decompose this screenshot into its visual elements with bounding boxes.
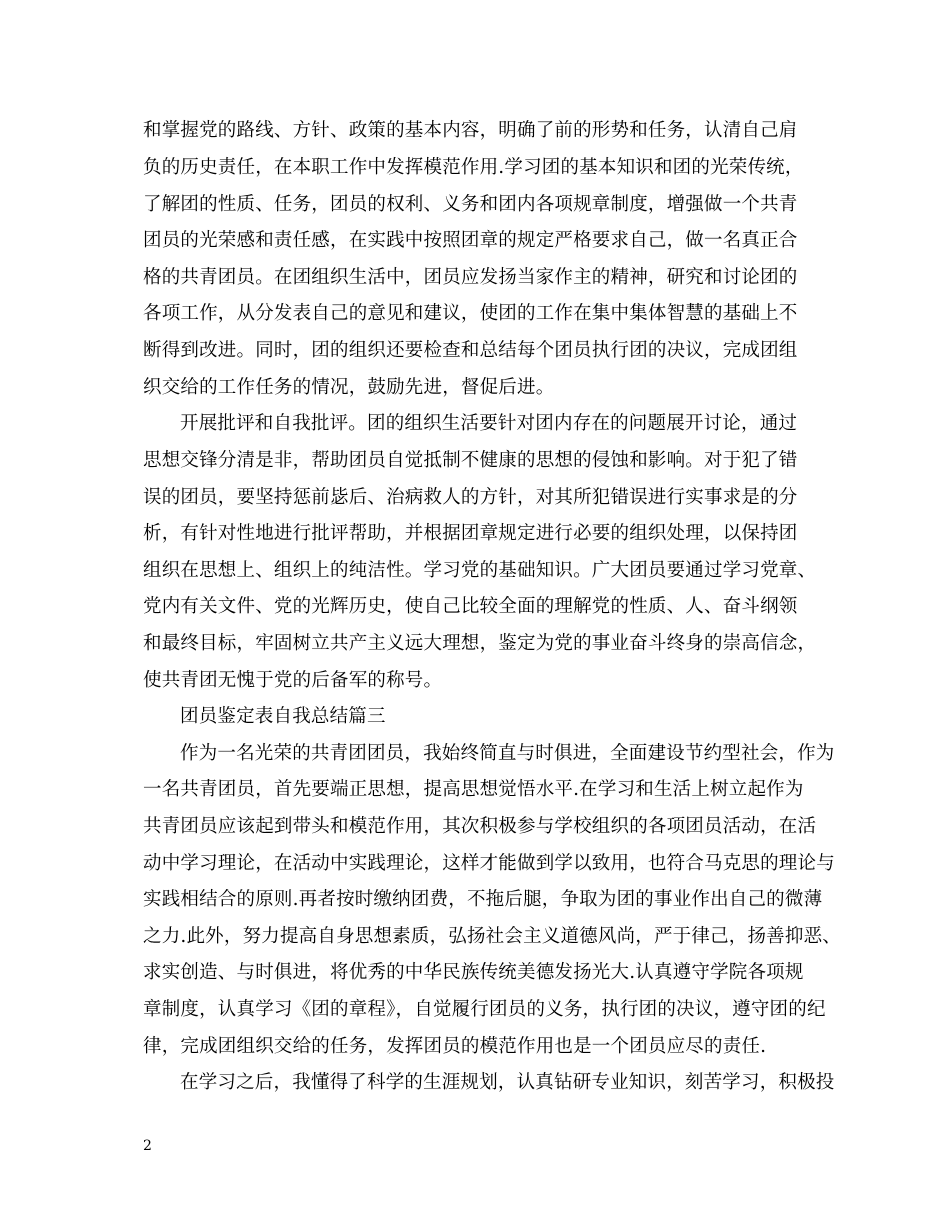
text-line: 使共青团无愧于党的后备军的称号。 (143, 670, 443, 691)
text-line: 一名共青团员，首先要端正思想，提高思想觉悟水平.在学习和生活上树立起作为 (143, 779, 804, 800)
text-line: 作为一名光荣的共青团团员，我始终简直与时俱进，全面建设节约型社会，作为 (180, 743, 835, 764)
text-line: 共青团员应该起到带头和模范作用，其次积极参与学校组织的各项团员活动，在活 (143, 816, 817, 837)
text-line: 开展批评和自我批评。团的组织生活要针对团内存在的问题展开讨论，通过 (180, 413, 798, 434)
text-line: 律，完成团组织交给的任务，发挥团员的模范作用也是一个团员应尽的责任. (143, 1036, 767, 1057)
text-line: 负的历史责任，在本职工作中发挥模范作用.学习团的基本知识和团的光荣传统， (143, 157, 804, 178)
text-line: 误的团员，要坚持惩前毖后、治病救人的方针，对其所犯错误进行实事求是的分 (143, 487, 798, 508)
text-line: 动中学习理论，在活动中实践理论，这样才能做到学以致用，也符合马克思的理论与 (143, 853, 835, 874)
text-line: 在学习之后，我懂得了科学的生涯规划，认真钻研专业知识，刻苦学习，积极投 (180, 1072, 835, 1093)
text-line: 实践相结合的原则.再者按时缴纳团费，不拖后腿，争取为团的事业作出自己的微薄 (143, 889, 823, 910)
text-line: 和最终目标，牢固树立共产主义远大理想，鉴定为党的事业奋斗终身的崇高信念， (143, 633, 817, 654)
section-heading: 团员鉴定表自我总结篇三 (180, 706, 386, 727)
text-line: 各项工作，从分发表自己的意见和建议，使团的工作在集中集体智慧的基础上不 (143, 303, 798, 324)
text-line: 组织在思想上、组织上的纯洁性。学习党的基础知识。广大团员要通过学习党章、 (143, 560, 817, 581)
text-line: 格的共青团员。在团组织生活中，团员应发扬当家作主的精神，研究和讨论团的 (143, 267, 798, 288)
text-line: 断得到改进。同时，团的组织还要检查和总结每个团员执行团的决议，完成团组 (143, 340, 798, 361)
text-line: 和掌握党的路线、方针、政策的基本内容，明确了前的形势和任务，认清自己肩 (143, 120, 798, 141)
text-line: 章制度，认真学习《团的章程》，自觉履行团员的义务，执行团的决议，遵守团的纪 (143, 999, 826, 1020)
text-line: 求实创造、与时俱进，将优秀的中华民族传统美德发扬光大.认真遵守学院各项规 (143, 962, 804, 983)
page-number: 2 (143, 1138, 152, 1154)
text-line: 团员的光荣感和责任感，在实践中按照团章的规定严格要求自己，做一名真正合 (143, 230, 798, 251)
text-line: 思想交锋分清是非，帮助团员自觉抵制不健康的思想的侵蚀和影响。对于犯了错 (143, 450, 798, 471)
text-line: 析，有针对性地进行批评帮助，并根据团章规定进行必要的组织处理，以保持团 (143, 523, 798, 544)
text-line: 了解团的性质、任务，团员的权利、义务和团内各项规章制度，增强做一个共青 (143, 194, 798, 215)
text-line: 织交给的工作任务的情况，鼓励先进，督促后进。 (143, 377, 555, 398)
text-line: 之力.此外，努力提高自身思想素质，弘扬社会主义道德风尚，严于律己，扬善抑恶、 (143, 926, 841, 947)
text-line: 党内有关文件、党的光辉历史，使自己比较全面的理解党的性质、人、奋斗纲领 (143, 596, 798, 617)
